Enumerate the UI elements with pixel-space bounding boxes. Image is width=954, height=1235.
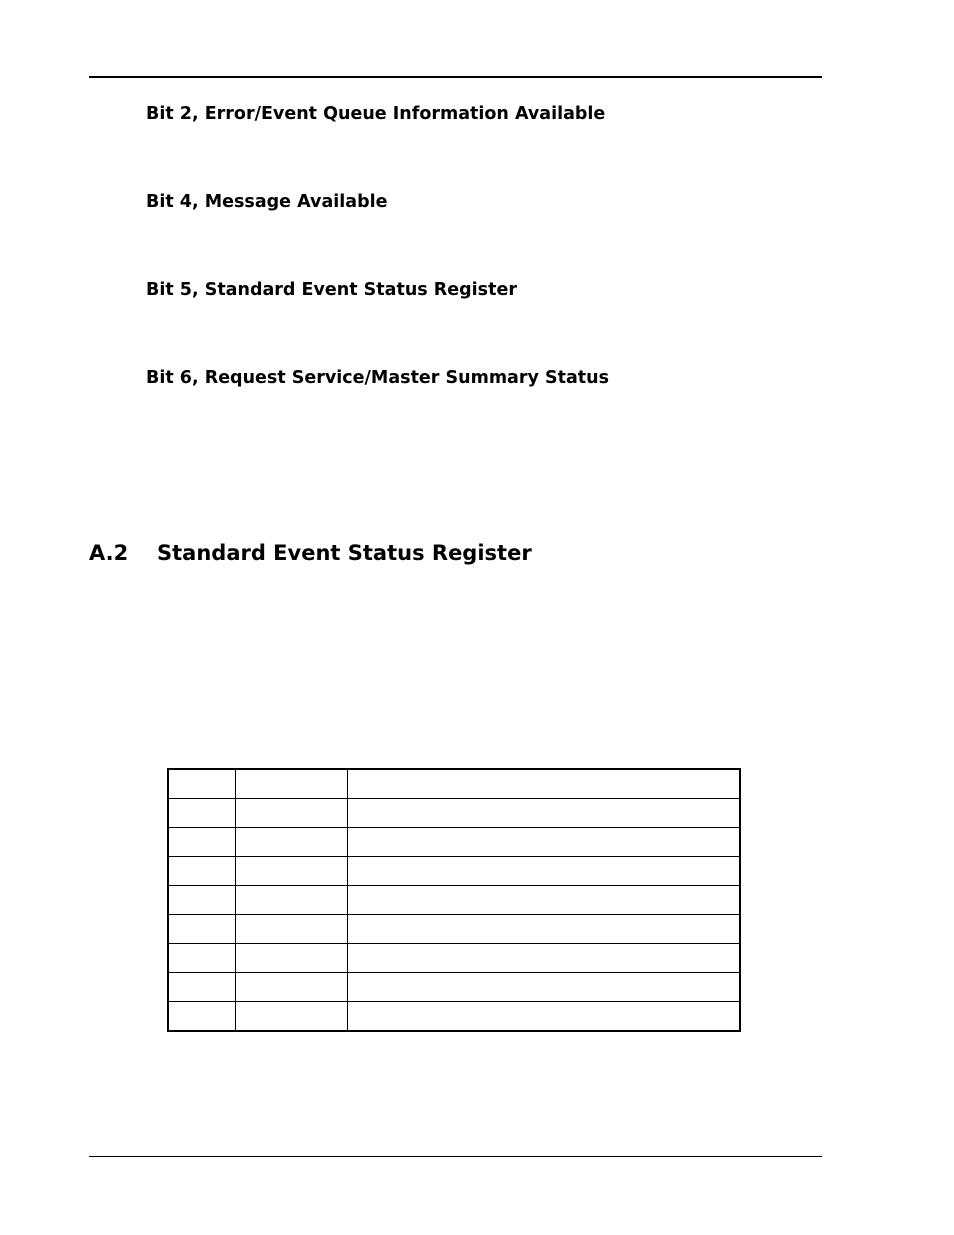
table-row xyxy=(168,857,740,886)
table-cell xyxy=(235,857,347,886)
bottom-rule xyxy=(89,1156,822,1157)
table-cell xyxy=(168,915,235,944)
table-cell xyxy=(347,769,740,799)
section-heading xyxy=(89,541,532,565)
table-cell xyxy=(168,944,235,973)
table-cell xyxy=(235,828,347,857)
table-cell xyxy=(347,886,740,915)
table-cell xyxy=(168,973,235,1002)
table-cell xyxy=(347,1002,740,1032)
table-row xyxy=(168,886,740,915)
bit-6-heading: Bit 6, Request Service/Master Summary Status xyxy=(146,368,610,388)
table-row xyxy=(168,828,740,857)
table-cell xyxy=(168,828,235,857)
table-row xyxy=(168,1002,740,1032)
table-cell xyxy=(168,1002,235,1032)
table-row xyxy=(168,915,740,944)
table-cell xyxy=(168,799,235,828)
bit-5-heading: Bit 5, Standard Event Status Register xyxy=(146,280,517,300)
bit-4-heading: Bit 4, Message Available xyxy=(146,192,388,212)
table-cell xyxy=(235,799,347,828)
table-cell xyxy=(347,944,740,973)
register-table xyxy=(167,768,741,1032)
table-cell xyxy=(347,828,740,857)
table-cell xyxy=(347,915,740,944)
bit-2-heading: Bit 2, Error/Event Queue Information Available xyxy=(146,104,606,124)
table-cell xyxy=(347,857,740,886)
section-title: Standard Event Status Register xyxy=(157,541,532,565)
table-cell xyxy=(168,886,235,915)
table-cell xyxy=(235,769,347,799)
table-cell xyxy=(235,915,347,944)
table-cell xyxy=(168,769,235,799)
table-cell xyxy=(347,799,740,828)
table-cell xyxy=(235,1002,347,1032)
table-row xyxy=(168,769,740,799)
top-rule xyxy=(89,76,822,78)
table-row xyxy=(168,973,740,1002)
table-cell xyxy=(347,973,740,1002)
section-number: A.2 xyxy=(89,541,129,565)
table-cell xyxy=(235,886,347,915)
table-row xyxy=(168,799,740,828)
table-cell xyxy=(168,857,235,886)
table-cell xyxy=(235,944,347,973)
table-cell xyxy=(235,973,347,1002)
table-row xyxy=(168,944,740,973)
